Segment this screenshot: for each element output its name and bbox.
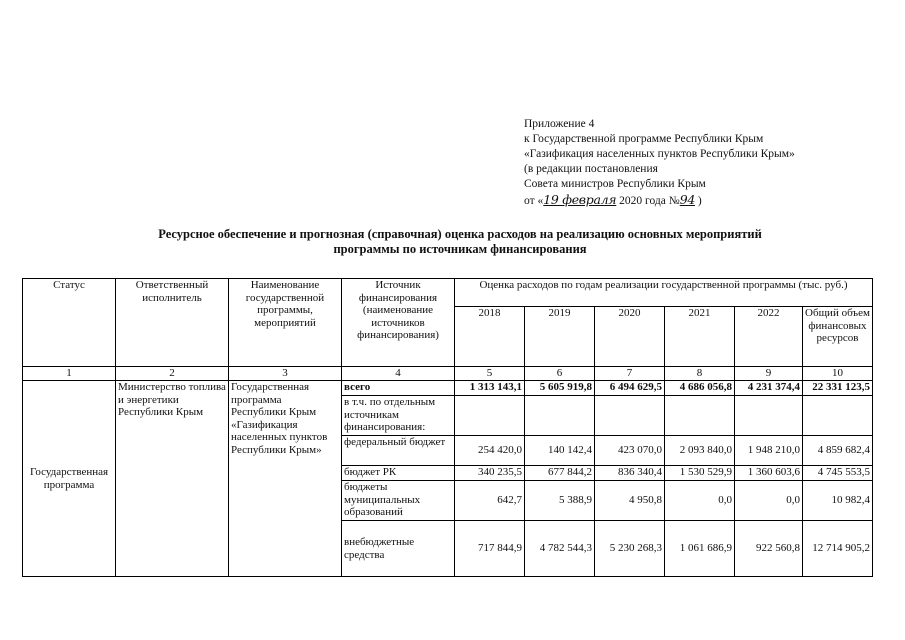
value-cell: 836 340,4 xyxy=(595,466,665,481)
value-cell xyxy=(455,396,525,436)
header-program: Наименование государственной программы, мероприятий xyxy=(229,279,342,367)
value-cell: 10 982,4 xyxy=(803,481,873,521)
value-cell: 5 388,9 xyxy=(525,481,595,521)
value-cell xyxy=(595,396,665,436)
value-cell: 1 313 143,1 xyxy=(455,381,525,396)
appendix-line: Приложение 4 xyxy=(524,118,595,130)
header-source: Источник финансирования (наименование источников финансирования) xyxy=(342,279,455,367)
source-cell: внебюджетные средства xyxy=(342,521,455,577)
column-number-row xyxy=(23,367,873,381)
value-cell: 677 844,2 xyxy=(525,466,595,481)
value-cell xyxy=(803,396,873,436)
column-number: 5 xyxy=(455,367,525,381)
value-cell xyxy=(525,396,595,436)
table-row xyxy=(23,381,873,396)
title-line: программы по источникам финансирования xyxy=(333,242,587,256)
value-cell: 254 420,0 xyxy=(455,436,525,466)
source-cell: в т.ч. по отдельным источникам финансирования: xyxy=(342,396,455,436)
value-cell: 423 070,0 xyxy=(595,436,665,466)
source-cell: федеральный бюджет xyxy=(342,436,455,466)
header-year: 2022 xyxy=(735,307,803,367)
column-number: 4 xyxy=(342,367,455,381)
title-line: Ресурсное обеспечение и прогнозная (справочная) оценка расходов на реализацию основных мероприятий xyxy=(158,227,762,241)
appendix-block xyxy=(524,117,864,209)
resource-table xyxy=(22,278,873,577)
value-cell: 4 782 544,3 xyxy=(525,521,595,577)
value-cell: 5 230 268,3 xyxy=(595,521,665,577)
value-cell: 0,0 xyxy=(665,481,735,521)
header-year: 2021 xyxy=(665,307,735,367)
value-cell: 717 844,9 xyxy=(455,521,525,577)
date-middle: 2020 года № xyxy=(616,195,680,207)
value-cell: 5 605 919,8 xyxy=(525,381,595,396)
document-title xyxy=(60,227,860,257)
appendix-line: «Газификация населенных пунктов Республики Крым» xyxy=(524,148,795,160)
column-number: 10 xyxy=(803,367,873,381)
header-year: 2018 xyxy=(455,307,525,367)
value-cell: 0,0 xyxy=(735,481,803,521)
value-cell: 12 714 905,2 xyxy=(803,521,873,577)
header-year: 2020 xyxy=(595,307,665,367)
date-prefix: от « xyxy=(524,195,544,207)
date-suffix: ) xyxy=(695,195,702,207)
value-cell: 340 235,5 xyxy=(455,466,525,481)
header-executor: Ответственный исполнитель xyxy=(116,279,229,367)
handwritten-date: 19 февраля xyxy=(543,192,617,207)
program-cell: Государственная программа Республики Крым «Газификация населенных пунктов Республики Крым» xyxy=(229,381,342,577)
source-cell: бюджеты муниципальных образований xyxy=(342,481,455,521)
value-cell: 1 948 210,0 xyxy=(735,436,803,466)
header-status: Статус xyxy=(23,279,116,367)
header-year: 2019 xyxy=(525,307,595,367)
value-cell: 1 530 529,9 xyxy=(665,466,735,481)
value-cell: 1 360 603,6 xyxy=(735,466,803,481)
column-number: 1 xyxy=(23,367,116,381)
value-cell xyxy=(735,396,803,436)
value-cell: 1 061 686,9 xyxy=(665,521,735,577)
status-cell: Государственная программа xyxy=(23,381,116,577)
handwritten-number: 94 xyxy=(679,192,695,207)
column-number: 8 xyxy=(665,367,735,381)
column-number: 9 xyxy=(735,367,803,381)
value-cell: 140 142,4 xyxy=(525,436,595,466)
appendix-line: (в редакции постановления xyxy=(524,163,658,175)
executor-cell: Министерство топлива и энергетики Республики Крым xyxy=(116,381,229,577)
header-row xyxy=(23,279,873,307)
value-cell: 4 859 682,4 xyxy=(803,436,873,466)
column-number: 7 xyxy=(595,367,665,381)
value-cell: 22 331 123,5 xyxy=(803,381,873,396)
value-cell: 922 560,8 xyxy=(735,521,803,577)
value-cell: 6 494 629,5 xyxy=(595,381,665,396)
value-cell: 4 231 374,4 xyxy=(735,381,803,396)
column-number: 2 xyxy=(116,367,229,381)
header-estimate: Оценка расходов по годам реализации государственной программы (тыс. руб.) xyxy=(455,279,873,307)
value-cell: 642,7 xyxy=(455,481,525,521)
column-number: 3 xyxy=(229,367,342,381)
value-cell: 4 686 056,8 xyxy=(665,381,735,396)
value-cell xyxy=(665,396,735,436)
value-cell: 4 950,8 xyxy=(595,481,665,521)
column-number: 6 xyxy=(525,367,595,381)
source-cell: всего xyxy=(342,381,455,396)
value-cell: 2 093 840,0 xyxy=(665,436,735,466)
appendix-date-line xyxy=(524,192,864,209)
value-cell: 4 745 553,5 xyxy=(803,466,873,481)
header-total: Общий объем финансовых ресурсов xyxy=(803,307,873,367)
source-cell: бюджет РК xyxy=(342,466,455,481)
appendix-line: к Государственной программе Республики Крым xyxy=(524,133,764,145)
appendix-line: Совета министров Республики Крым xyxy=(524,178,706,190)
